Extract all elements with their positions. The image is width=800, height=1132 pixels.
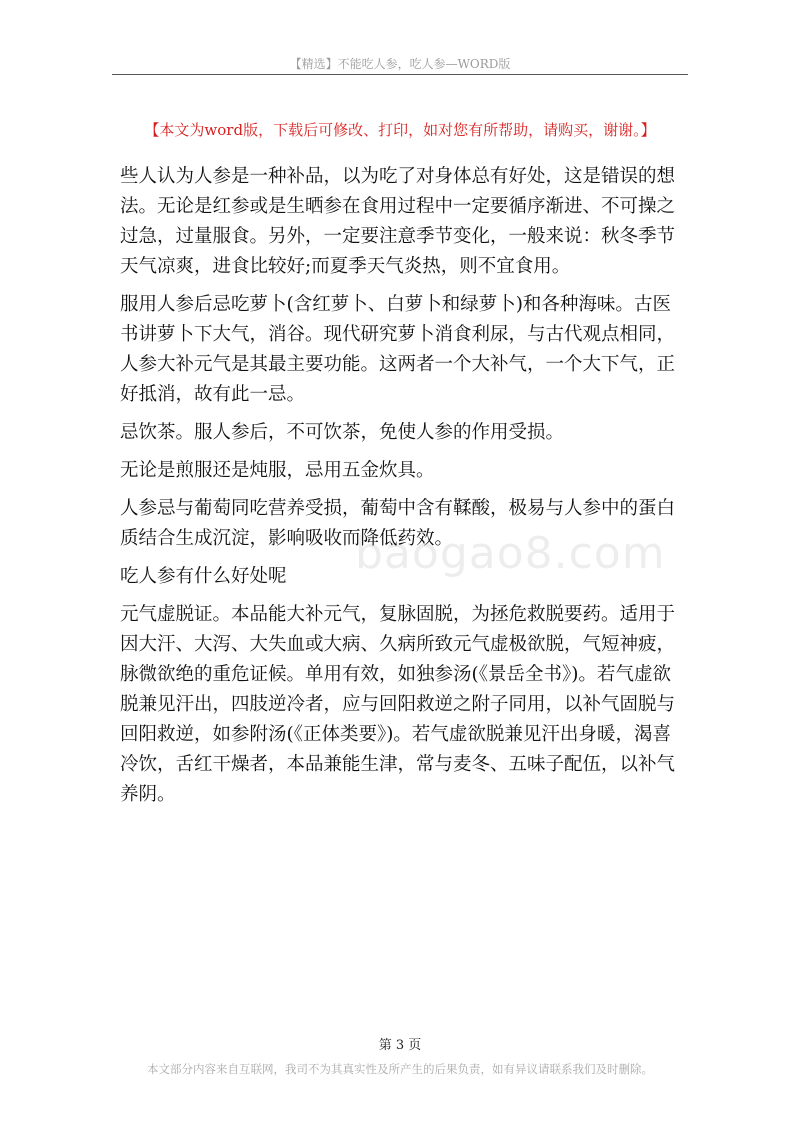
page-footer: 本文部分内容来自互联网，我司不为其真实性及所产生的后果负责，如有异议请联系我们及时删除。 — [147, 1062, 653, 1076]
paragraph: 人参忌与葡萄同吃营养受损，葡萄中含有鞣酸，极易与人参中的蛋白质结合生成沉淀，影响吸收而降低药效。 — [120, 498, 676, 549]
header-rule — [112, 74, 688, 75]
page-header: 【精选】不能吃人参，吃人参—WORD版 — [289, 57, 511, 71]
page-number: 第 3 页 — [378, 1038, 422, 1053]
watermark: baogao8.com — [355, 528, 666, 579]
purchase-notice: 【本文为word版，下载后可修改、打印，如对您有所帮助，请购买，谢谢。】 — [144, 121, 656, 139]
paragraph: 无论是煎服还是炖服，忌用五金炊具。 — [120, 460, 435, 481]
paragraph: 元气虚脱证。本品能大补元气，复脉固脱，为拯危救脱要药。适用于因大汗、大泻、大失血或大病、久病所致元气虚极欲脱，气短神疲，脉微欲绝的重危证候。单用有效，如独参汤(《景岳全书》)。若气虚欲脱兼见汗出，四肢逆冷者，应与回阳救逆之附子同用，以补气固脱与回阳救逆，如参附汤(《正体类要》)。若气虚欲脱兼见汗出身暖，渴喜冷饮，舌红干燥者，本品兼能生津，常与麦冬、五味子配伍，以补气养阴。 — [120, 604, 676, 805]
section-heading: 吃人参有什么好处呢 — [120, 566, 287, 587]
document-body — [120, 162, 686, 818]
paragraph: 服用人参后忌吃萝卜(含红萝卜、白萝卜和绿萝卜)和各种海味。古医书讲萝卜下大气，消谷。现代研究萝卜消食利尿，与古代观点相同，人参大补元气是其最主要功能。这两者一个大补气，一个大下气，正好抵消，故有此一忌。 — [120, 294, 676, 405]
paragraph: 些人认为人参是一种补品，以为吃了对身体总有好处，这是错误的想法。无论是红参或是生晒参在食用过程中一定要循序渐进、不可操之过急，过量服食。另外，一定要注意季节变化，一般来说：秋冬季节天气凉爽，进食比较好;而夏季天气炎热，则不宜食用。 — [120, 166, 676, 277]
paragraph: 忌饮茶。服人参后，不可饮茶，免使人参的作用受损。 — [120, 422, 565, 443]
